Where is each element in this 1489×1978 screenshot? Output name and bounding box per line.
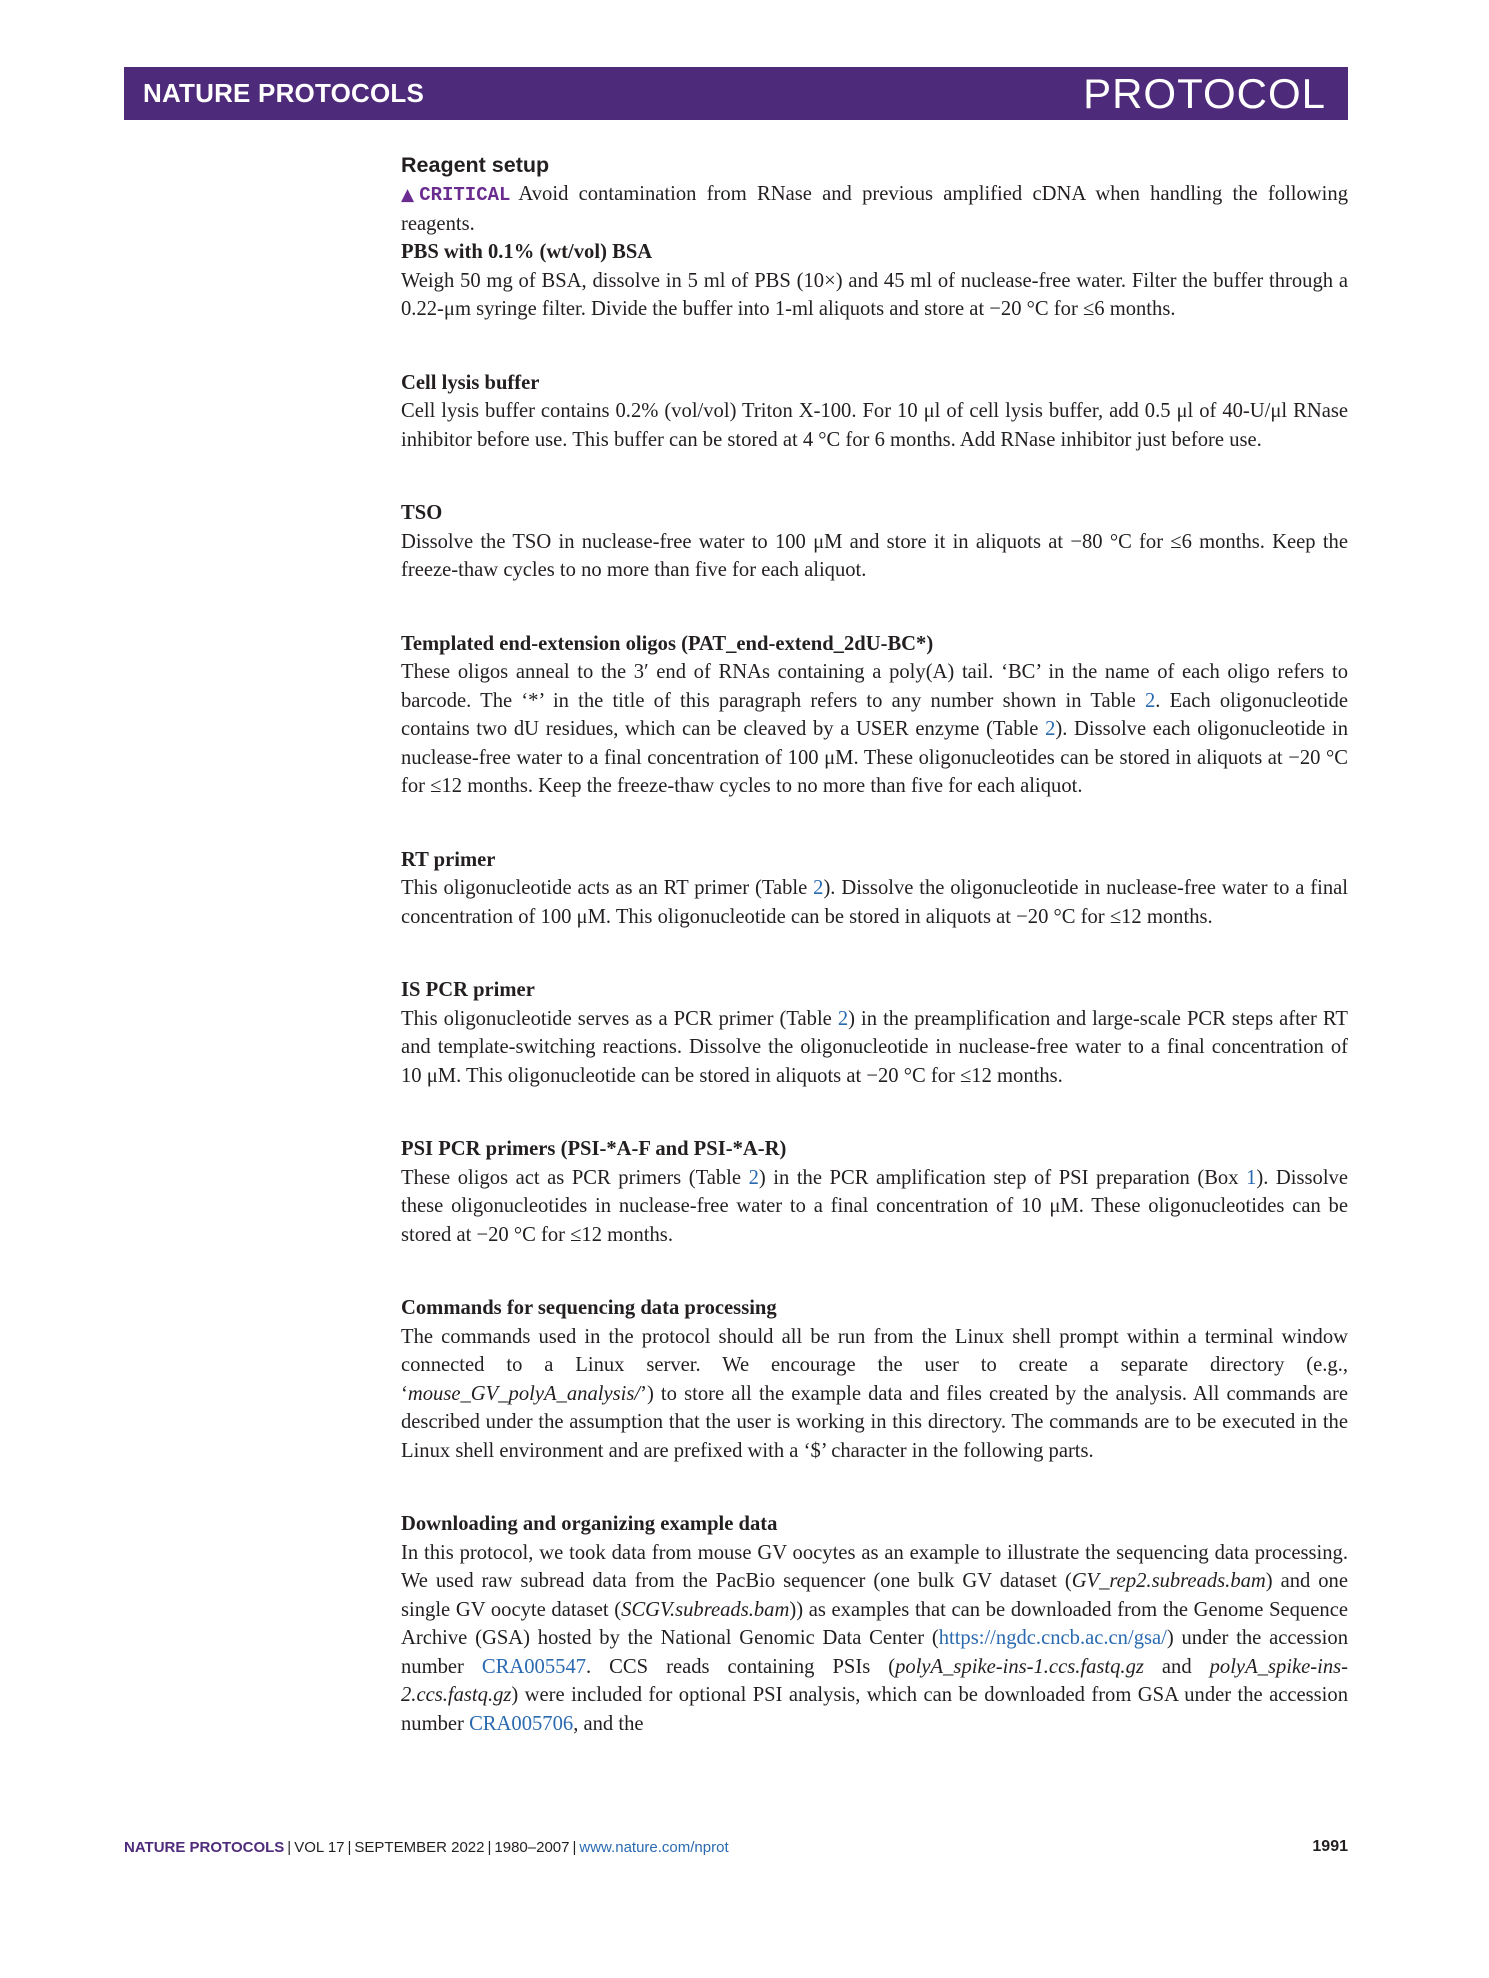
reagent-text — [401, 658, 1348, 801]
warning-triangle-icon: ▲ — [401, 185, 420, 205]
downloading-text — [401, 1539, 1348, 1739]
reagent-title: PSI PCR primers (PSI-*A-F and PSI-*A-R) — [401, 1138, 787, 1160]
main-content — [401, 150, 1348, 1738]
reagent-block-psi-pcr-primers — [401, 1135, 1348, 1249]
reagent-title: TSO — [401, 502, 443, 524]
table-2-link[interactable]: 2 — [1045, 718, 1056, 740]
footer-url-link[interactable]: www.nature.com/nprot — [579, 1838, 729, 1856]
text-run: In this protocol, we took data from mouse GV oocytes as an example to illustrate the sequencing data processing. We used raw subread data from the PacBio sequencer (one bulk GV dataset ( — [401, 1541, 1348, 1592]
gsa-url-link[interactable]: https://ngdc.cncb.ac.cn/gsa/ — [938, 1627, 1167, 1649]
text-run: The commands used in the protocol should all be run from the Linux shell prompt within a terminal window connected to a Linux server. We encourage the user to create a separate directory (e.g., ‘ — [401, 1325, 1348, 1405]
article-type-label: PROTOCOL — [1083, 69, 1326, 117]
footer-volume: VOL 17 — [294, 1838, 345, 1856]
reagent-block-tso — [401, 499, 1348, 585]
table-2-link[interactable]: 2 — [837, 1007, 849, 1030]
critical-text: Avoid contamination from RNase and previous amplified cDNA when handling the following reagents. — [401, 183, 1348, 235]
reagent-text — [401, 1005, 1348, 1091]
critical-label: CRITICAL — [419, 184, 511, 206]
text-run: ’) to store all the example data and files created by the analysis. All commands are described under the assumption that the user is working in this directory. The commands are to be executed in the Linux shell environment and are prefixed with a ‘$’ character in the following parts. — [401, 1382, 1348, 1462]
accession-link[interactable]: CRA005547 — [481, 1655, 587, 1678]
reagent-text: Weigh 50 mg of BSA, dissolve in 5 ml of PBS (10×) and 45 ml of nuclease-free water. Filter the buffer through a 0.22-μm syringe filter. Divide the buffer into 1-ml aliquots and store at −20 °C for ≤6 months. — [401, 269, 1348, 320]
reagent-block-cell-lysis-buffer — [401, 369, 1348, 455]
reagent-setup-heading: Reagent setup — [401, 153, 550, 177]
text-run: ). Dissolve these oligonucleotides in nuclease-free water to a final concentration of 10 μM. These oligonucleotides can be stored at −20 °C for ≤12 months. — [401, 1166, 1348, 1246]
text-run: . CCS reads containing PSIs ( — [586, 1655, 896, 1678]
commands-title: Commands for sequencing data processing — [401, 1297, 777, 1319]
reagent-title: PBS with 0.1% (wt/vol) BSA — [401, 241, 653, 263]
directory-name: mouse_GV_polyA_analysis/ — [407, 1382, 641, 1405]
footer-separator: | — [487, 1838, 492, 1856]
text-run: . Each oligonucleotide contains two dU residues, which can be cleaved by a USER enzyme (Table — [401, 689, 1348, 740]
text-run: This oligonucleotide acts as an RT primer (Table — [401, 877, 814, 899]
commands-text — [401, 1323, 1348, 1466]
accession-link[interactable]: CRA005706 — [469, 1712, 574, 1735]
text-run: This oligonucleotide serves as a PCR primer (Table — [401, 1007, 838, 1030]
reagent-text — [401, 874, 1348, 931]
downloading-block — [401, 1510, 1348, 1738]
reagent-title: Templated end-extension oligos (PAT_end-extend_2dU-BC*) — [401, 632, 934, 655]
reagent-block-pbs-bsa — [401, 238, 1348, 324]
text-run: ) in the PCR amplification step of PSI preparation (Box — [758, 1166, 1247, 1189]
reagent-title: IS PCR primer — [401, 979, 535, 1001]
critical-note — [401, 180, 1348, 238]
footer-citation — [124, 1839, 729, 1856]
table-2-link[interactable]: 2 — [1144, 689, 1156, 712]
footer-separator: | — [572, 1838, 577, 1856]
reagent-title: Cell lysis buffer — [401, 371, 540, 394]
file-name: SCGV.subreads.bam — [621, 1598, 790, 1621]
critical-mark — [401, 184, 510, 206]
text-run: ). Dissolve the oligonucleotide in nuclease-free water to a final concentration of 100 μM. This oligonucleotide can be stored in aliquots at −20 °C for ≤12 months. — [401, 877, 1348, 928]
table-2-link[interactable]: 2 — [813, 877, 824, 899]
reagent-title: RT primer — [401, 848, 496, 871]
text-run: ) under the accession number — [401, 1627, 1348, 1678]
footer-separator: | — [287, 1838, 292, 1856]
text-run: ) were included for optional PSI analysis, which can be downloaded from GSA under the accession number — [401, 1684, 1348, 1735]
reagent-text — [401, 1164, 1348, 1250]
footer-journal: NATURE PROTOCOLS — [124, 1838, 285, 1856]
table-2-link[interactable]: 2 — [748, 1166, 759, 1189]
reagent-block-is-pcr-primer — [401, 976, 1348, 1090]
downloading-title: Downloading and organizing example data — [401, 1513, 778, 1535]
text-run: ). Dissolve each oligonucleotide in nuclease-free water to a final concentration of 100 μM. These oligonucleotides can be stored in aliquots at −20 °C for ≤12 months. Keep the freeze-thaw cycles to no more than five for each aliquot. — [401, 718, 1348, 797]
reagent-text: Dissolve the TSO in nuclease-free water to 100 μM and store it in aliquots at −80 °C for ≤6 months. Keep the freeze-thaw cycles to no more than five for each aliquot. — [401, 530, 1348, 581]
file-name: GV_rep2.subreads.bam — [1071, 1570, 1266, 1592]
footer-separator: | — [347, 1838, 352, 1856]
text-run: ) and one single GV oocyte dataset ( — [401, 1570, 1348, 1621]
box-1-link[interactable]: 1 — [1246, 1166, 1257, 1189]
footer-date: SEPTEMBER 2022 — [354, 1838, 485, 1856]
page-footer — [124, 1838, 1348, 1856]
file-name: polyA_spike-ins-2.ccs.fastq.gz — [401, 1655, 1349, 1706]
text-run: , and the — [573, 1712, 644, 1735]
text-run: These oligos act as PCR primers (Table — [401, 1166, 749, 1189]
footer-pages: 1980–2007 — [494, 1838, 570, 1856]
text-run: and — [1143, 1655, 1210, 1678]
text-run: ) in the preamplification and large-scale PCR steps after RT and template-switching reactions. Dissolve the oligonucleotide in nuclease-free water to a final concentration of 10 μM. This oligonucleotide can be stored in aliquots at −20 °C for ≤12 months. — [401, 1007, 1348, 1087]
reagent-block-templated-oligos — [401, 630, 1348, 801]
page-number: 1991 — [1312, 1838, 1348, 1855]
reagent-text: Cell lysis buffer contains 0.2% (vol/vol) Triton X-100. For 10 μl of cell lysis buffer, add 0.5 μl of 40-U/μl RNase inhibitor before use. This buffer can be stored at 4 °C for 6 months. Add RNase inhibitor just before use. — [401, 400, 1348, 451]
journal-name: NATURE PROTOCOLS — [143, 78, 425, 108]
reagent-block-rt-primer — [401, 846, 1348, 932]
file-name: polyA_spike-ins-1.ccs.fastq.gz — [895, 1655, 1144, 1678]
text-run: )) as examples that can be downloaded from the Genome Sequence Archive (GSA) hosted by the National Genomic Data Center ( — [401, 1598, 1348, 1649]
text-run: These oligos anneal to the 3′ end of RNAs containing a poly(A) tail. ‘BC’ in the name of each oligo refers to barcode. The ‘*’ in the title of this paragraph refers to any number shown in Table — [401, 661, 1348, 712]
journal-header-bar — [124, 67, 1348, 120]
commands-block — [401, 1294, 1348, 1465]
